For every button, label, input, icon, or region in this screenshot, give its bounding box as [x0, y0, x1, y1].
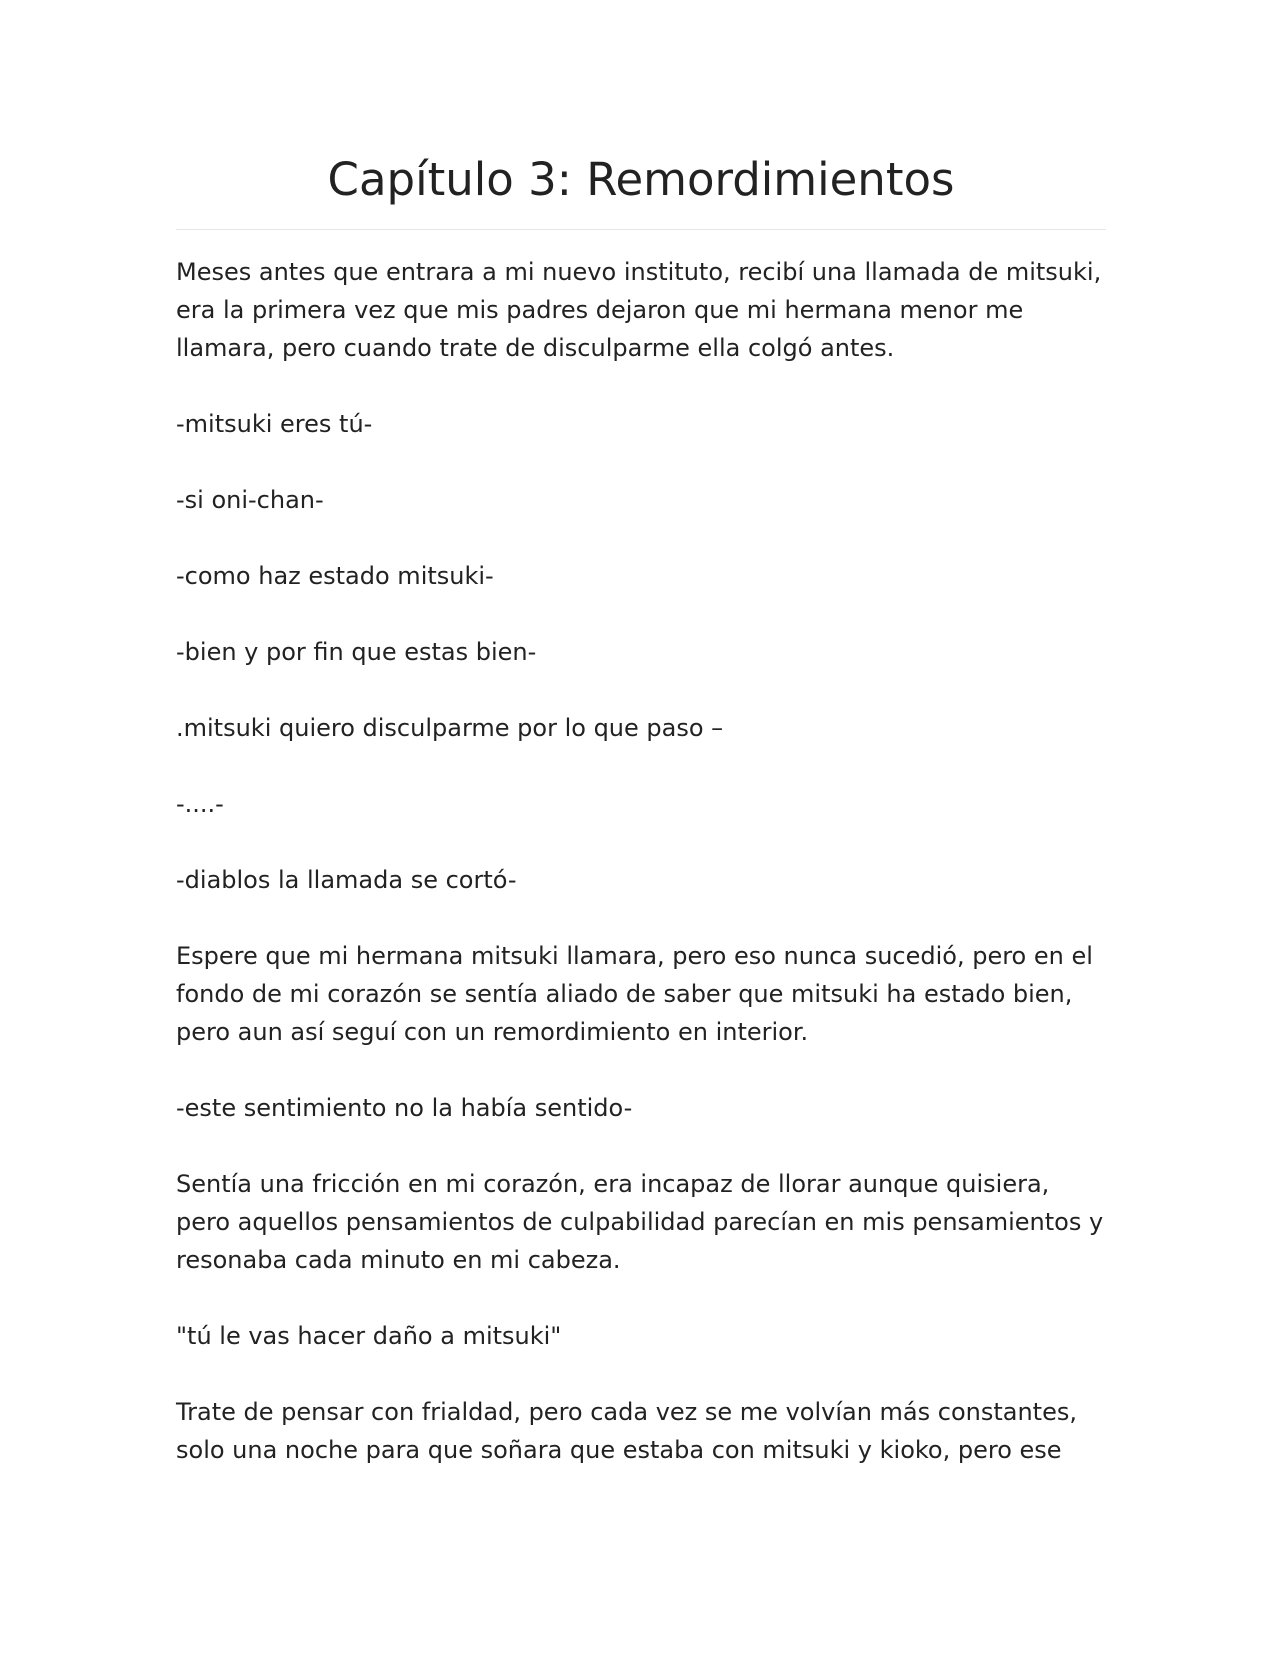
paragraph: -este sentimiento no la había sentido- — [176, 1094, 633, 1122]
title-divider — [176, 229, 1106, 230]
paragraph: -....- — [176, 790, 224, 818]
document-page — [176, 0, 1106, 1507]
paragraph: -bien y por fin que estas bien- — [176, 638, 537, 666]
chapter-body — [176, 253, 1106, 1469]
paragraph: -si oni-chan- — [176, 486, 324, 514]
paragraph: -diablos la llamada se cortó- — [176, 866, 517, 894]
paragraph: "tú le vas hacer daño a mitsuki" — [176, 1322, 562, 1350]
paragraph: Trate de pensar con frialdad, pero cada vez se me volvían más constantes, solo una noche para que soñara que estaba con mitsuki y kioko, pero ese — [176, 1398, 1077, 1464]
paragraph: Meses antes que entrara a mi nuevo instituto, recibí una llamada de mitsuki, era la primera vez que mis padres dejaron que mi hermana menor me llamara, pero cuando trate de disculparme ella colgó antes. — [176, 258, 1102, 362]
paragraph: Sentía una fricción en mi corazón, era incapaz de llorar aunque quisiera, pero aquellos pensamientos de culpabilidad parecían en mis pensamientos y resonaba cada minuto en mi cabeza. — [176, 1170, 1104, 1274]
paragraph: Espere que mi hermana mitsuki llamara, pero eso nunca sucedió, pero en el fondo de mi corazón se sentía aliado de saber que mitsuki ha estado bien, pero aun así seguí con un remordimiento en interior. — [176, 942, 1093, 1046]
paragraph: .mitsuki quiero disculparme por lo que paso – — [176, 714, 724, 742]
paragraph: -como haz estado mitsuki- — [176, 562, 494, 590]
chapter-title: Capítulo 3: Remordimientos — [327, 153, 955, 206]
paragraph: -mitsuki eres tú- — [176, 410, 373, 438]
